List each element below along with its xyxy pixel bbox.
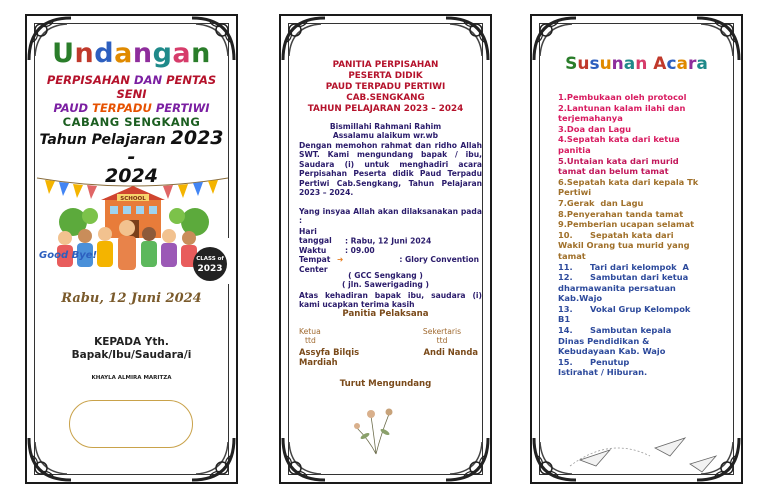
guest-name: KHAYLA ALMIRA MARITZA: [91, 375, 172, 381]
schedule-item: 2.Lantunan kalam ilahi dan: [558, 102, 686, 113]
cover-panel: [25, 14, 238, 484]
chair-name: Assyfa Bilqis Mardiah: [299, 347, 360, 367]
title-letter: r: [688, 54, 697, 74]
recipient-label: KEPADA Yth. Bapak/Ibu/Saudara/i: [71, 336, 192, 361]
schedule-item: Istirahat / Hiburan.: [558, 367, 648, 378]
schedule-item: 15. Penutup: [558, 356, 630, 367]
greeting: Bismillahi Rahmani Rahim Assalamu alaikum wr.wb: [329, 122, 442, 141]
title-letter: a: [696, 54, 708, 74]
school-graduation-illustration: [35, 172, 230, 284]
event-schedule-panel: [530, 14, 743, 484]
schedule-details: Hari tanggal : Rabu, 12 Juni 2024 Waktu : 09.00 Tempat ➜ : Glory Convention Center: [299, 227, 479, 274]
title-letter: c: [666, 54, 677, 74]
title-letter: n: [611, 54, 624, 74]
title-letter: n: [74, 38, 95, 69]
schedule-item: Kebudayaan Kab. Wajo: [558, 346, 666, 357]
schedule-item: 8.Penyerahan tanda tamat: [558, 208, 684, 219]
schedule-item: Dinas Pendidikan &: [558, 335, 650, 346]
co-inviters: Turut Mengundang: [339, 379, 432, 389]
schedule-item: 7.Gerak dan Lagu: [558, 197, 644, 208]
closing-paragraph: Atas kehadiran bapak ibu, saudara (i) kami ucapkan terima kasih: [299, 291, 482, 310]
title-letter: a: [623, 54, 636, 74]
title-letter: n: [635, 54, 648, 74]
schedule-item: 5.Untaian kata dari murid: [558, 155, 679, 166]
committee-heading: PANITIA PERPISAHAN PESERTA DIDIK PAUD TERPADU PERTIWI CAB.SENGKANG TAHUN PELAJARAN 2023 – 2024: [307, 60, 464, 114]
title-line-paud: PAUD TERPADU PERTIWI: [53, 101, 210, 115]
schedule-item: panitia: [558, 144, 591, 155]
secretary-signature: Sekertaris ttd: [422, 327, 462, 345]
schedule-item: B1: [558, 314, 571, 325]
invitation-paragraph: Dengan memohon rahmat dan ridho Allah SWT. Kami mengundang bapak / ibu, Saudara (i) untuk menghadiri acara Perpisahan Peserta didik Paud Terpadu Pertiwi Cab.Sengkang, Tahun Pelajaran 2023 – 2024.: [299, 141, 482, 198]
title-letter: d: [94, 38, 115, 69]
title-letter: a: [676, 54, 689, 74]
schedule-list: [558, 92, 731, 378]
ornament-corner-icon: [444, 16, 490, 62]
academic-year: Tahun Pelajaran 2023 - 2024: [39, 127, 224, 187]
title-letter: S: [565, 54, 578, 74]
schedule-item: 10. Sepatah kata dari: [558, 229, 674, 240]
svg-text:2023: 2023: [197, 264, 223, 274]
schedule-item: 6.Sepatah kata dari kepala Tk: [558, 176, 699, 187]
secretary-name: Andi Nanda: [423, 347, 478, 357]
title-line-cabang: CABANG SENGKANG: [62, 115, 201, 129]
schedule-item: 3.Doa dan Lagu: [558, 123, 632, 134]
schedule-item: 13. Vokal Grup Kelompok: [558, 303, 691, 314]
title-letter: n: [132, 38, 153, 69]
ornament-corner-icon: [444, 436, 490, 482]
schedule-item: tamat: [558, 250, 586, 261]
name-label-frame: [69, 400, 193, 448]
schedule-item: 1.Pembukaan oleh protocol: [558, 92, 687, 102]
title-line-perpisahan: PERPISAHAN DAN PENTAS: [46, 73, 217, 87]
title-letter: A: [653, 54, 667, 74]
schedule-intro: Yang insyaa Allah akan dilaksanakan pada :: [299, 207, 482, 226]
schedule-item: Pertiwi: [558, 187, 592, 198]
schedule-item: Kab.Wajo: [558, 293, 603, 304]
ornament-corner-icon: [281, 436, 327, 482]
title-letter: g: [152, 38, 173, 69]
schedule-item: dharmawanita persatuan: [558, 282, 676, 293]
schedule-item: 11. Tari dari kelompok A: [558, 261, 689, 272]
title-letter: u: [577, 54, 590, 74]
committee-signoff: Panitia Pelaksana: [342, 309, 429, 319]
chair-signature: Ketua ttd: [299, 327, 321, 345]
ornament-corner-icon: [27, 436, 73, 482]
schedule-item: 9.Pemberian ucapan selamat: [558, 219, 695, 230]
schedule-title: [532, 54, 741, 74]
schedule-item: terjemahanya: [558, 113, 623, 124]
title-letter: a: [172, 38, 192, 69]
schedule-item: 12. Sambutan dari ketua: [558, 272, 689, 283]
schedule-item: Wakil Orang tua murid yang: [558, 240, 690, 251]
invitation-title: [27, 38, 236, 69]
title-letter: U: [52, 38, 75, 69]
svg-text:Good Bye!: Good Bye!: [39, 250, 98, 261]
schedule-item: 4.Sepatah kata dari ketua: [558, 134, 680, 145]
ornament-corner-icon: [190, 436, 236, 482]
venue-address: ( GCC Sengkang ) ( jln. Sawerigading ): [342, 271, 429, 290]
ornament-corner-icon: [281, 16, 327, 62]
title-line-seni: SENI: [116, 87, 147, 101]
title-letter: a: [114, 38, 133, 69]
schedule-item: 14. Sambutan kepala: [558, 325, 672, 336]
event-date: Rabu, 12 Juni 2024: [61, 291, 202, 306]
svg-text:SCHOOL: SCHOOL: [120, 196, 146, 202]
invitation-detail-panel: [279, 14, 492, 484]
svg-text:CLASS of: CLASS of: [196, 256, 224, 262]
paper-plane-decoration-icon: [560, 426, 720, 476]
schedule-item: tamat dan belum tamat: [558, 166, 669, 177]
title-letter: s: [589, 54, 600, 74]
flower-decoration-icon: [341, 396, 411, 456]
title-letter: u: [599, 54, 612, 74]
title-letter: n: [191, 38, 211, 69]
